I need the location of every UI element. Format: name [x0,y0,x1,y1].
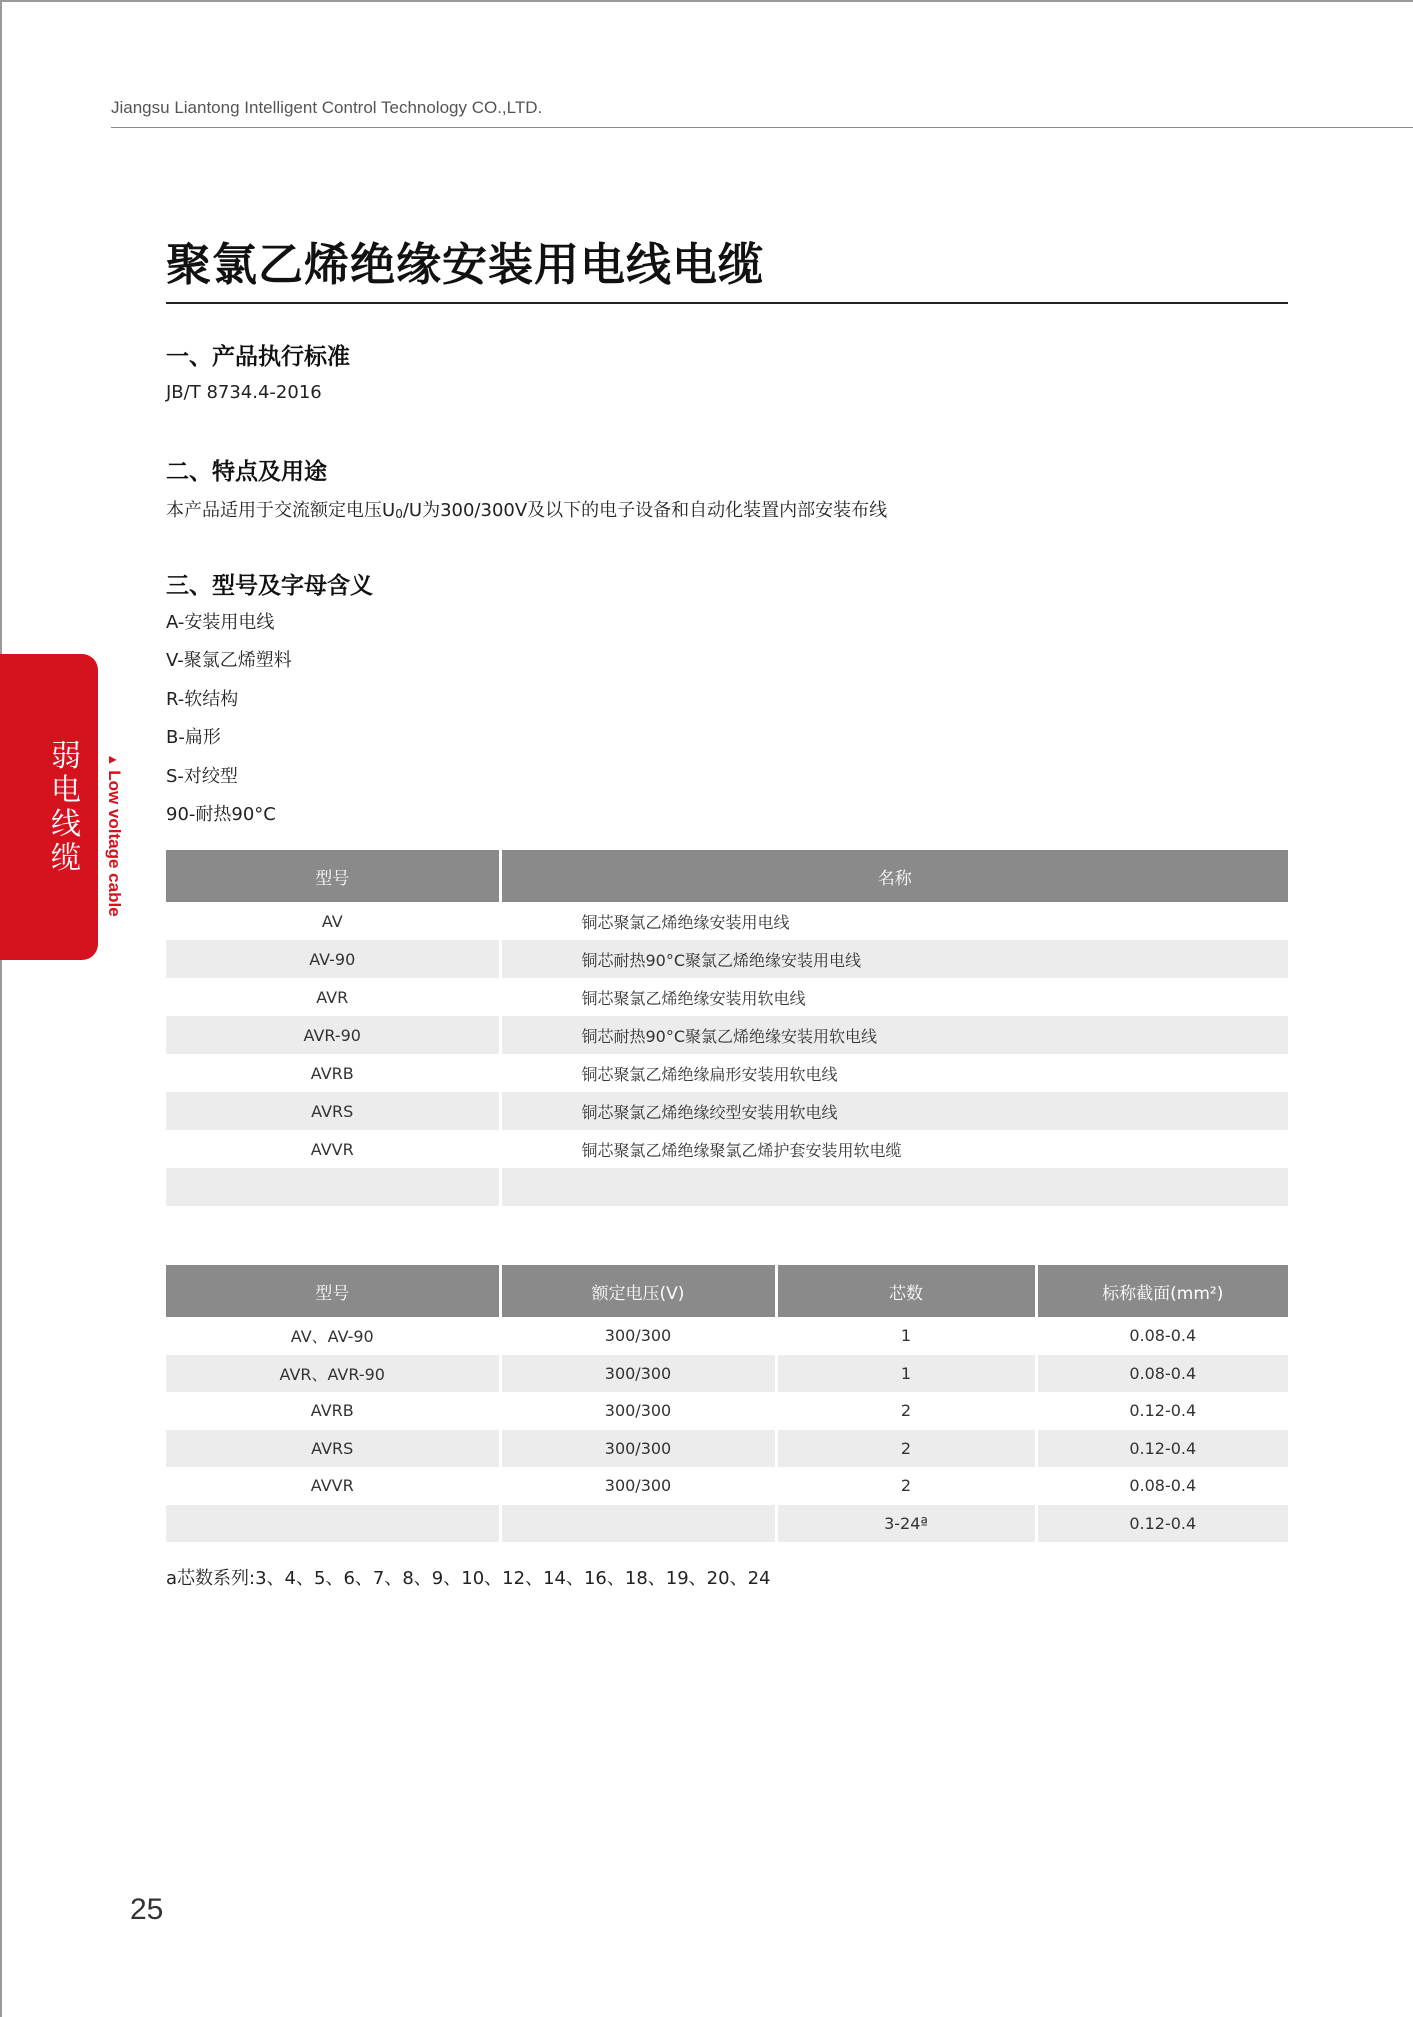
category-tab-char: 缆 [51,841,81,876]
category-tab-char: 弱 [51,739,81,774]
cell-name: 铜芯耐热90°C聚氯乙烯绝缘安装用软电线 [500,1016,1288,1054]
column-header-model: 型号 [166,850,500,902]
cell-model: AVR [166,978,500,1016]
table-row [166,940,1288,978]
cell-name: 铜芯聚氯乙烯绝缘扁形安装用软电线 [581,1064,838,1084]
page-frame-top [0,0,1413,2]
features-text-post: /U为300/300V及以下的电子设备和自动化装置内部安装布线 [402,500,888,521]
cell-model: AVRB [166,1392,500,1430]
cell-model: AVVR [166,1130,500,1168]
letter-meaning-item: S-对绞型 [166,765,238,787]
table-row [166,1016,1288,1054]
table-row [166,1467,1288,1505]
table-row [166,1168,1288,1206]
cell-cores: 1 [776,1317,1036,1355]
letter-meaning-item: A-安装用电线 [166,612,275,633]
features-text-subscript: 0 [395,507,403,521]
cell-cross-section: 0.12-0.4 [1036,1430,1288,1468]
cell-model: AV、AV-90 [166,1317,500,1355]
features-heading: 二、特点及用途 [166,459,327,485]
standard-heading: 一、产品执行标准 [166,344,350,370]
table-row [166,1054,1288,1092]
cell-cores: 1 [776,1355,1036,1393]
page-title: 聚氯乙烯绝缘安装用电线电缆 [166,238,765,291]
cell-voltage [500,1505,776,1543]
specification-table [166,1265,1288,1542]
cell-model: AVR-90 [166,1016,500,1054]
table-header-row [166,1265,1288,1317]
letter-meaning-list [166,610,292,840]
cell-cross-section: 0.08-0.4 [1129,1326,1197,1346]
core-series-footnote: a芯数系列:3、4、5、6、7、8、9、10、12、14、16、18、19、20、24 [166,1568,771,1589]
cell-cross-section: 0.08-0.4 [1036,1355,1288,1393]
letter-meaning-item: R-软结构 [166,688,239,710]
features-text [166,496,887,522]
letter-meaning-item: 90-耐热90°C [166,803,276,825]
table-row [166,1092,1288,1130]
column-header-cross-section: 标称截面(mm²) [1036,1265,1288,1317]
table-row [166,1430,1288,1468]
cell-cross-section: 0.12-0.4 [1036,1505,1288,1543]
cell-name [500,1168,1288,1206]
cell-cross-section: 0.12-0.4 [1129,1401,1197,1421]
table-header-row [166,850,1288,902]
table-row [166,1505,1288,1543]
cell-cross-section: 0.08-0.4 [1129,1476,1197,1496]
header-divider [111,127,1413,128]
cell-voltage: 300/300 [500,1467,776,1505]
cell-voltage: 300/300 [500,1317,776,1355]
table-row [166,1392,1288,1430]
title-divider [166,302,1288,304]
cell-cores: 2 [776,1430,1036,1468]
standard-text: JB/T 8734.4-2016 [166,382,322,403]
cell-model: AVVR [166,1467,500,1505]
cell-cores: 3-24ª [776,1505,1036,1543]
cell-name: 铜芯聚氯乙烯绝缘安装用电线 [581,912,790,932]
column-header-cores: 芯数 [776,1265,1036,1317]
cell-model: AV [166,902,500,940]
cell-voltage: 300/300 [500,1355,776,1393]
model-name-table [166,850,1288,1206]
page-frame-left [0,0,2,2017]
cell-name: 铜芯聚氯乙烯绝缘绞型安装用软电线 [500,1092,1288,1130]
cell-model: AV-90 [166,940,500,978]
column-header-name: 名称 [500,850,1288,902]
table-row [166,1355,1288,1393]
features-text-pre: 本产品适用于交流额定电压U [166,500,396,521]
cell-model [166,1168,500,1206]
cell-cores: 2 [776,1392,1036,1430]
page-number: 25 [130,1893,164,1926]
cell-cores: 2 [776,1467,1036,1505]
cell-voltage: 300/300 [500,1430,776,1468]
cell-name: 铜芯聚氯乙烯绝缘安装用软电线 [581,988,806,1008]
cell-model: AVRS [166,1430,500,1468]
category-tab-label [48,740,84,876]
letter-meaning-item: B-扁形 [166,727,221,749]
column-header-model: 型号 [166,1265,500,1317]
category-tab-char: 电 [51,773,81,808]
cell-model [166,1505,500,1543]
table-row [166,902,1288,940]
table-row [166,1130,1288,1168]
models-heading: 三、型号及字母含义 [166,573,373,599]
cell-name: 铜芯耐热90°C聚氯乙烯绝缘安装用电线 [500,940,1288,978]
table-row [166,1317,1288,1355]
cell-model: AVR、AVR-90 [166,1355,500,1393]
cell-name: 铜芯聚氯乙烯绝缘聚氯乙烯护套安装用软电缆 [581,1140,902,1160]
category-tab-char: 线 [51,807,81,842]
triangle-icon: ▲ [106,753,121,767]
category-tab-english-text: Low voltage cable [105,770,124,917]
company-header: Jiangsu Liantong Intelligent Control Technology CO.,LTD. [111,98,543,117]
column-header-voltage: 额定电压(V) [500,1265,776,1317]
table-row [166,978,1288,1016]
cell-voltage: 300/300 [500,1392,776,1430]
category-tab-english [104,753,124,916]
cell-model: AVRB [166,1054,500,1092]
letter-meaning-item: V-聚氯乙烯塑料 [166,650,292,672]
cell-model: AVRS [166,1092,500,1130]
